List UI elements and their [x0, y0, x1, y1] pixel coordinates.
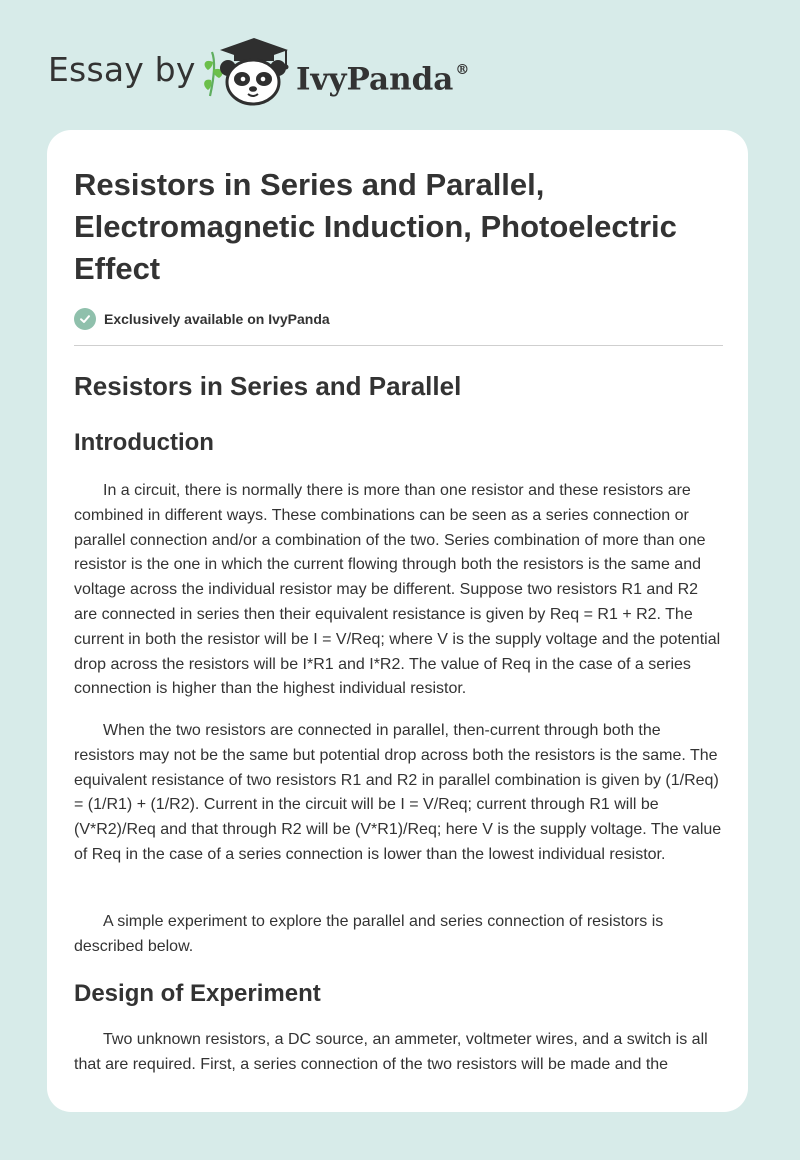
registered-mark: ® [455, 62, 470, 78]
paragraph: Two unknown resistors, a DC source, an ammeter, voltmeter wires, and a switch is all that are required. First, a series connection of the two resistors will be made and the [74, 1031, 708, 1073]
panda-logo-icon [206, 34, 294, 108]
section-heading: Resistors in Series and Parallel [74, 371, 462, 401]
check-icon [74, 308, 96, 330]
page-title: Resistors in Series and Parallel, Electromagnetic Induction, Photoelectric Effect [74, 167, 677, 286]
exclusive-badge [74, 307, 330, 331]
badge-text: Exclusively available on IvyPanda [104, 311, 330, 327]
divider [74, 345, 723, 346]
site-header [0, 0, 800, 128]
essay-card [47, 130, 748, 1112]
essay-by-label: Essay by [48, 50, 196, 89]
paragraph: In a circuit, there is normally there is more than one resistor and these resistors are combined in different ways. These combinations can be seen as a series connection or parallel connection and/or a combination of the two. Series combination of more than one resistor is the one in which the current flowing through both the resistors is the same and voltage across the individual resistor may be different. Suppose two resistors R1 and R2 are connected in series then their equivalent resistance is given by Req = R1 + R2. The current in both the resistor will be I = V/Req; where V is the supply voltage and the potential drop across the resistors will be I*R1 and I*R2. The value of Req in the case of a series connection is higher than the highest individual resistor. [74, 482, 721, 698]
introduction-heading: Introduction [74, 429, 214, 456]
design-heading: Design of Experiment [74, 980, 321, 1007]
paragraph: When the two resistors are connected in parallel, then-current through both the resistors may not be the same but potential drop across both the resistors is the same. The equivalent resistance of two resistors R1 and R2 in parallel combination is given by (1/Req) = (1/R1) + (1/R2). Current in the circuit will be I = V/Req; current through R1 will be (V*R2)/Req and that through R2 will be (V*R1)/Req; here V is the supply voltage. The value of Req in the case of a series connection is lower than the lowest individual resistor. [74, 722, 722, 863]
brand-name [296, 54, 469, 99]
paragraph: A simple experiment to explore the parallel and series connection of resistors is described below. [74, 913, 664, 955]
brand-label: IvyPanda [296, 61, 454, 98]
